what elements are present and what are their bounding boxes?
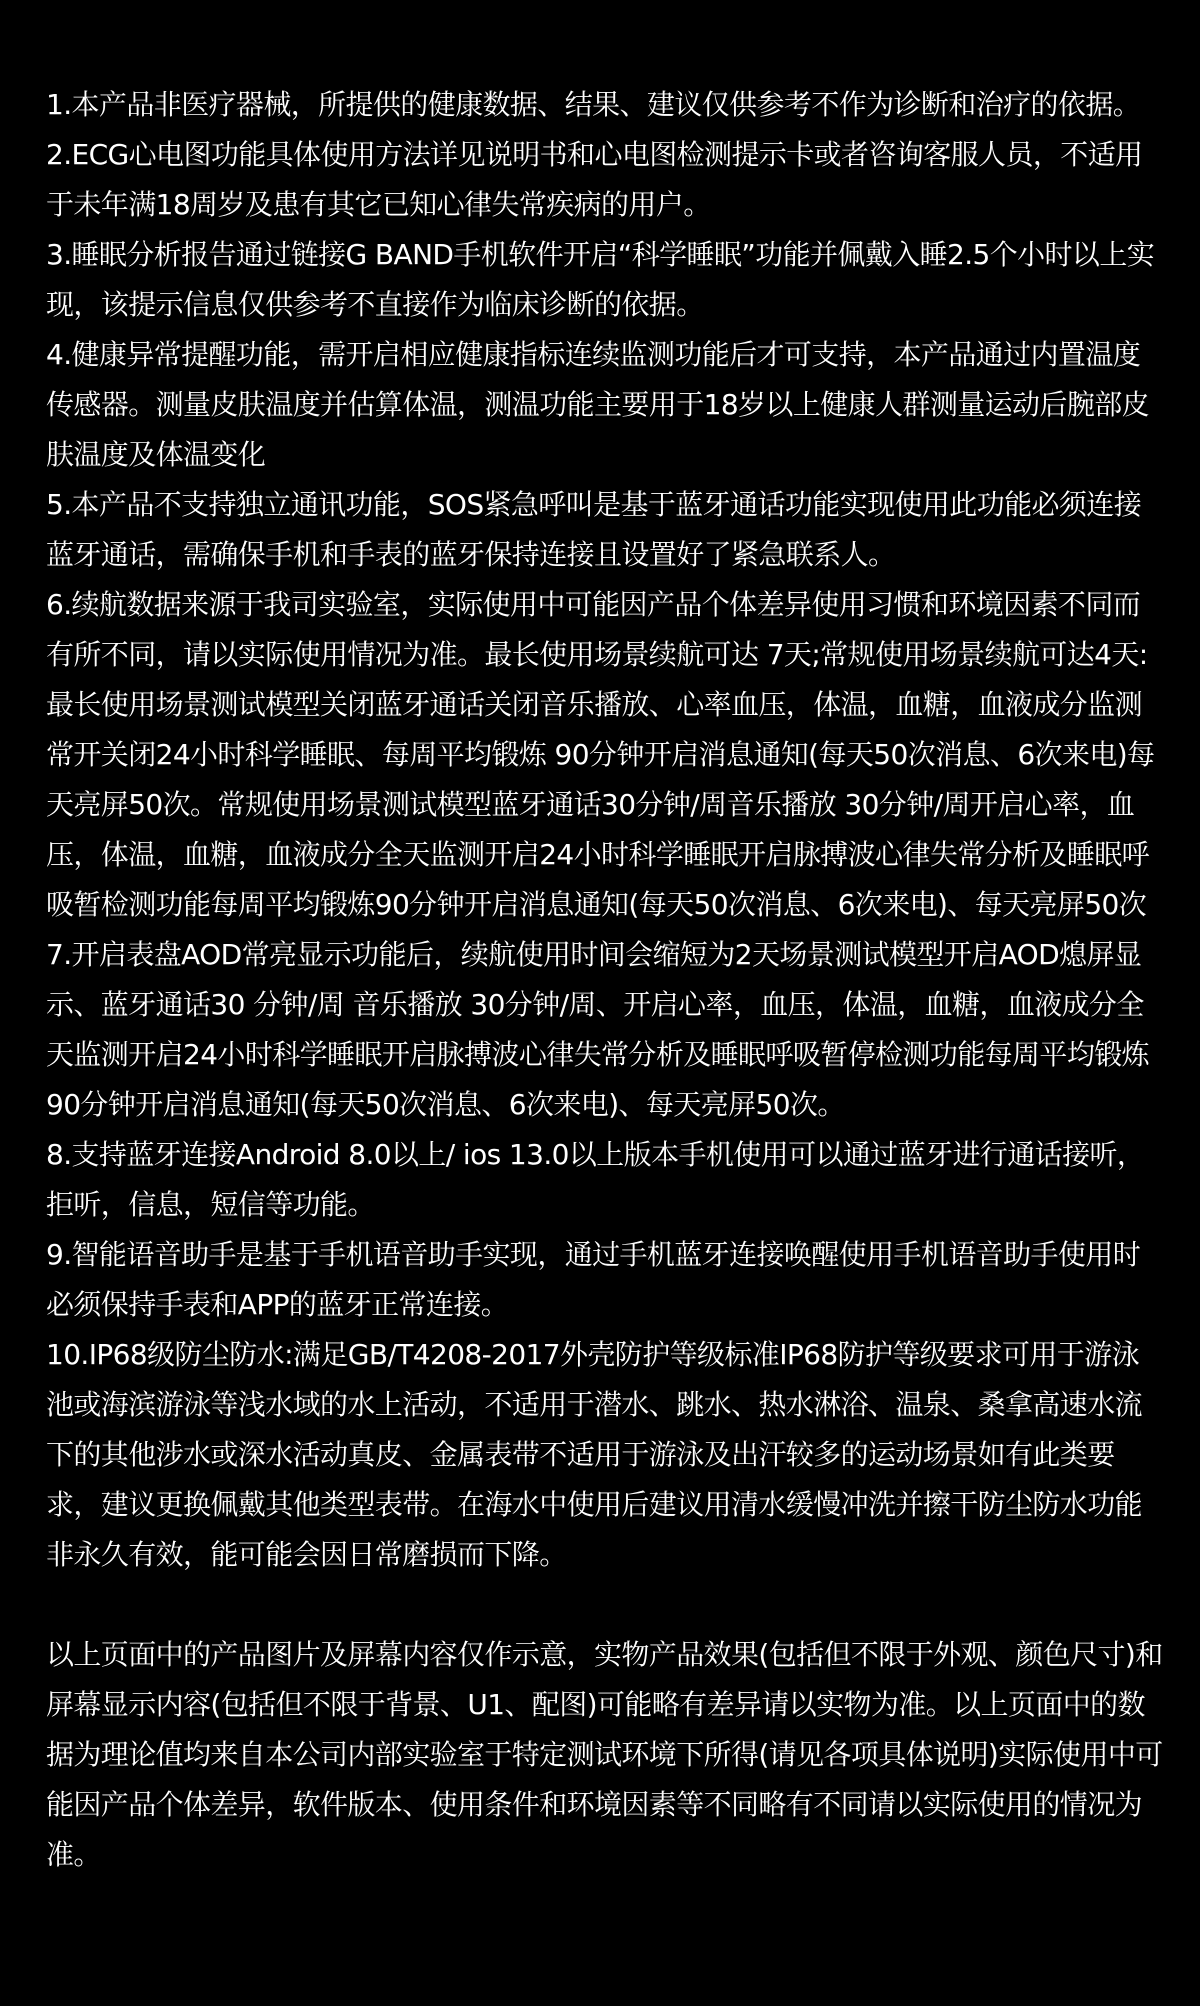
note-8: 8.支持蓝牙连接Android 8.0以上/ ios 13.0以上版本手机使用可以通过蓝牙进行通话接听，拒听，信息，短信等功能。: [46, 1138, 1145, 1221]
note-2: 2.ECG心电图功能具体使用方法详见说明书和心电图检测提示卡或者咨询客服人员，不适用于未年满18周岁及患有其它已知心律失常疾病的用户。: [46, 138, 1143, 221]
paragraph-spacer: [46, 1580, 1166, 1630]
note-7: 7.开启表盘AOD常亮显示功能后，续航使用时间会缩短为2天场景测试模型开启AOD熄屏显示、蓝牙通话30 分钟/周 音乐播放 30分钟/周、开启心率，血压，体温，血糖，血液成分全天监测开启24小时科学睡眠开启脉搏波心律失常分析及睡眠呼吸暂停检测功能每周平均锻炼90分钟开启消息通知(每天50次消息、6次来电)、每天亮屏50次。: [46, 938, 1150, 1121]
note-3: 3.睡眠分析报告通过链接G BAND手机软件开启“科学睡眠”功能并佩戴入睡2.5个小时以上实现，该提示信息仅供参考不直接作为临床诊断的依据。: [46, 238, 1155, 321]
disclaimer-document: [46, 80, 1166, 1880]
general-disclaimer: 以上页面中的产品图片及屏幕内容仅作示意，实物产品效果(包括但不限于外观、颜色尺寸)和屏幕显示内容(包括但不限于背景、U1、配图)可能略有差异请以实物为准。以上页面中的数据为理论值均来自本公司内部实验室于特定测试环境下所得(请见各项具体说明)实际使用中可能因产品个体差异，软件版本、使用条件和环境因素等不同略有不同请以实际使用的情况为准。: [46, 1638, 1163, 1871]
note-4: 4.健康异常提醒功能，需开启相应健康指标连续监测功能后才可支持，本产品通过内置温度传感器。测量皮肤温度并估算体温，测温功能主要用于18岁以上健康人群测量运动后腕部皮肤温度及体温变化: [46, 338, 1150, 471]
note-6: 6.续航数据来源于我司实验室，实际使用中可能因产品个体差异使用习惯和环境因素不同而有所不同，请以实际使用情况为准。最长使用场景续航可达 7天;常规使用场景续航可达4天:最长使用场景测试模型关闭蓝牙通话关闭音乐播放、心率血压，体温，血糖，血液成分监测常开关闭24小时科学睡眠、每周平均锻炼 90分钟开启消息通知(每天50次消息、6次来电)每天亮屏50次。常规使用场景测试模型蓝牙通话30分钟/周音乐播放 30分钟/周开启心率，血压，体温，血糖，血液成分全天监测开启24小时科学睡眠开启脉搏波心律失常分析及睡眠呼吸暂检测功能每周平均锻炼90分钟开启消息通知(每天50次消息、6次来电)、每天亮屏50次: [46, 588, 1155, 921]
note-1: 1.本产品非医疗器械，所提供的健康数据、结果、建议仅供参考不作为诊断和治疗的依据。: [46, 88, 1141, 121]
note-9: 9.智能语音助手是基于手机语音助手实现，通过手机蓝牙连接唤醒使用手机语音助手使用时必须保持手表和APP的蓝牙正常连接。: [46, 1238, 1141, 1321]
note-5: 5.本产品不支持独立通讯功能，SOS紧急呼叫是基于蓝牙通话功能实现使用此功能必须连接蓝牙通话，需确保手机和手表的蓝牙保持连接且设置好了紧急联系人。: [46, 488, 1142, 571]
note-10: 10.IP68级防尘防水:满足GB/T4208-2017外壳防护等级标准IP68防护等级要求可用于游泳池或海滨游泳等浅水域的水上活动，不适用于潜水、跳水、热水淋浴、温泉、桑拿高速水流下的其他涉水或深水活动真皮、金属表带不适用于游泳及出汗较多的运动场景如有此类要求，建议更换佩戴其他类型表带。在海水中使用后建议用清水缓慢冲洗并擦干防尘防水功能非永久有效，能可能会因日常磨损而下降。: [46, 1338, 1143, 1571]
